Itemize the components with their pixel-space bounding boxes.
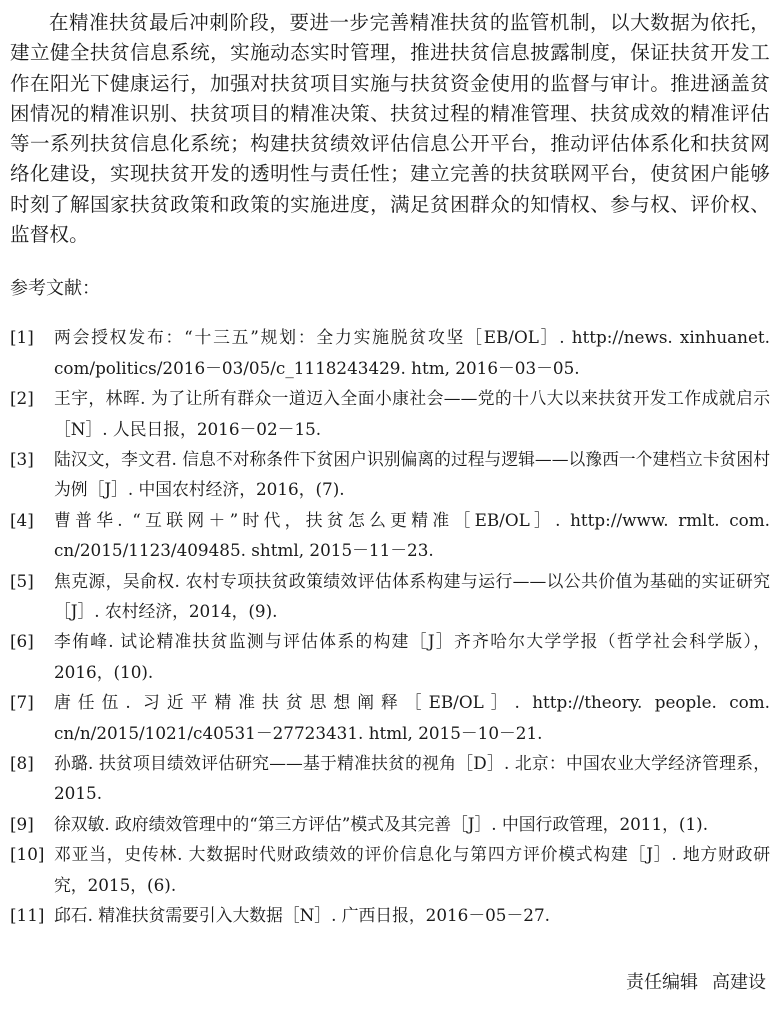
reference-item [10,809,770,839]
reference-item [10,322,770,383]
reference-text: 唐任伍. 习近平精准扶贫思想阐释［EB/OL］. http://theory. people. com. cn/n/2015/1021/c40531－27723431. html, 2015－10－21. [54,692,770,743]
editor-label: 责任编辑 [626,972,698,993]
reference-number: [1] [10,327,34,348]
reference-number: [10] [10,844,45,865]
reference-number: [3] [10,449,34,469]
references-list [10,322,770,930]
reference-item [10,748,770,809]
reference-number: [6] [10,631,34,652]
reference-number: [9] [10,813,34,834]
reference-number: [11] [10,905,45,926]
reference-item [10,566,770,627]
references-heading: 参考文献： [10,278,100,300]
reference-text: 李侑峰. 试论精准扶贫监测与评估体系的构建［J］齐齐哈尔大学学报（哲学社会科学版），2016，(10). [54,631,770,682]
reference-item [10,687,770,748]
reference-text: 王宇，林晖. 为了让所有群众一道迈入全面小康社会——党的十八大以来扶贫开发工作成就启示［N］. 人民日报，2016－02－15. [54,388,770,439]
reference-number: [4] [10,509,34,530]
reference-text: 焦克源，吴俞权. 农村专项扶贫政策绩效评估体系构建与运行——以公共价值为基础的实证研究［J］. 农村经济，2014，(9). [54,570,770,622]
editor-credit [612,968,766,998]
reference-item [10,839,770,900]
editor-name: 高建设 [712,972,766,993]
reference-number: [8] [10,753,34,774]
reference-text: 陆汉文，李文君. 信息不对称条件下贫困户识别偏离的过程与逻辑——以豫西一个建档立卡贫困村为例［J］. 中国农村经济，2016，(7). [54,449,770,500]
reference-item [10,900,770,930]
reference-item [10,383,770,444]
document-page [10,8,770,947]
reference-text: 徐双敏. 政府绩效管理中的“第三方评估”模式及其完善［J］. 中国行政管理，2011，(1). [54,813,709,834]
body-paragraph: 在精准扶贫最后冲刺阶段，要进一步完善精准扶贫的监管机制，以大数据为依托，建立健全扶贫信息系统，实施动态实时管理，推进扶贫信息披露制度，保证扶贫开发工作在阳光下健康运行，加强对扶贫项目实施与扶贫资金使用的监督与审计。推进涵盖贫困情况的精准识别、扶贫项目的精准决策、扶贫过程的精准管理、扶贫成效的精准评估等一系列扶贫信息化系统；构建扶贫绩效评估信息公开平台，推动评估体系化和扶贫网络化建设，实现扶贫开发的透明性与责任性；建立完善的扶贫联网平台，使贫困户能够时刻了解国家扶贫政策和政策的实施进度，满足贫困群众的知情权、参与权、评价权、监督权。 [10,11,770,247]
reference-item [10,626,770,687]
reference-item [10,444,770,505]
reference-number: [7] [10,692,34,713]
reference-number: [5] [10,570,34,591]
reference-text: 孙璐. 扶贫项目绩效评估研究——基于精准扶贫的视角［D］. 北京：中国农业大学经济管理系，2015. [54,753,770,804]
reference-text: 两会授权发布：“十三五”规划：全力实施脱贫攻坚［EB/OL］. http://news. xinhuanet. com/politics/2016－03/05/c_1118243429. htm, 2016－03－05. [54,327,770,378]
reference-item [10,505,770,566]
reference-text: 曹普华. “互联网＋”时代，扶贫怎么更精准［EB/OL］. http://www. rmlt. com. cn/2015/1123/409485. shtml, 2015－11－23. [54,509,770,561]
reference-text: 邓亚当，史传林. 大数据时代财政绩效的评价信息化与第四方评价模式构建［J］. 地方财政研究，2015，(6). [54,844,770,895]
reference-text: 邱石. 精准扶贫需要引入大数据［N］. 广西日报，2016－05－27. [54,905,550,926]
reference-number: [2] [10,388,34,409]
